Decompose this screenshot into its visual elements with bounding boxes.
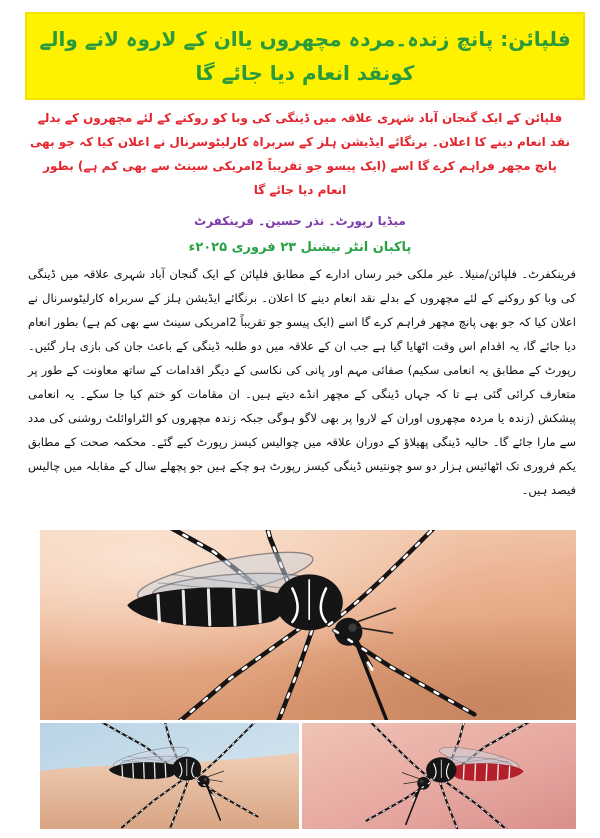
mosquito-photo-left	[40, 723, 299, 829]
mosquito-photo-left-graphic	[40, 723, 299, 829]
mosquito-photo-main-graphic	[40, 530, 576, 720]
intro-block	[30, 106, 570, 260]
byline: میڈیا رپورٹ۔ نذر حسین۔ فرینکفرٹ	[194, 214, 406, 228]
headline: فلپائن: پانچ زندہ۔مردہ مچھروں یاان کے لاروہ لانے والے کونقد انعام دیا جائے گا	[39, 27, 571, 85]
dateline: پاکبان انٹر نیشنل ۲۳ فروری ۲۰۲۵ء	[188, 240, 412, 255]
headline-banner	[25, 12, 585, 100]
mosquito-photo-main	[40, 530, 576, 720]
mosquito-photo-right-graphic	[302, 723, 576, 829]
summary-text: فلپائن کے ایک گنجان آباد شہری علاقہ میں ڈینگی کی وبا کو روکنے کے لئے مچھروں کے بدلے نقد انعام دینے کا اعلان۔ برنگائے ایڈیشن ہلز کے سربراہ کارلیٹوسرنال نے اعلان کیا کہ جو بھی پانچ مچھر فراہم کرے گا اسے (ایک پیسو جو تقریباً 2امریکی سینٹ سے بھی کم ہے) بطور انعام دیا جائے گا	[30, 111, 570, 197]
article-body: فرینکفرٹ۔ فلپائن/منیلا۔ غیر ملکی خبر رساں ادارے کے مطابق فلپائن کے ایک گنجان آباد شہری علاقہ میں ڈینگی کی وبا کو روکنے کے لئے مچھروں کے بدلے نقد انعام دینے کا اعلان۔ برنگائے ایڈیشن ہلز کے سربراہ کارلیٹوسرنال نے اعلان کیا کہ جو بھی پانچ مچھر فراہم کرے گا اسے (ایک پیسو جو تقریباً 2امریکی سینٹ سے بھی کم ہے) بطور انعام دیا جائے گا، یہ اقدام اس وقت اٹھایا گیا ہے جب ان کے علاقہ میں دو طلبہ ڈینگی کے باعث جان کی بازی ہار گئیں۔ رپورٹ کے مطابق یہ انعامی سکیم) صفائی مہم اور پانی کی نکاسی کے دیگر اقدامات کے ساتھ معاونت کے طور پر متعارف کرائی گئی ہے تا کہ جہاں ڈینگی کے مچھر انڈے دیتے ہیں۔ ان مقامات کو ختم کیا جا سکے۔ یہ انعامی پیشکش (زندہ یا مردہ مچھروں اوران کے لاروا پر بھی لاگو ہوگی جبکہ زندہ مچھروں کو الٹراوائلٹ روشنی کی مدد سے مارا جائے گا۔ حالیہ ڈینگی پھیلاؤ کے دوران علاقہ میں چوالیس کیسز رپورٹ کیے گئے۔ محکمہ صحت کے مطابق یکم فروری تک اٹھائیس ہزار دو سو چونتیس ڈینگی کیسز رپورٹ ہو چکے ہیں جو پچھلے سال کے مقابلہ میں چالیس فیصد ہیں۔	[28, 267, 576, 497]
mosquito-photo-right	[302, 723, 576, 829]
